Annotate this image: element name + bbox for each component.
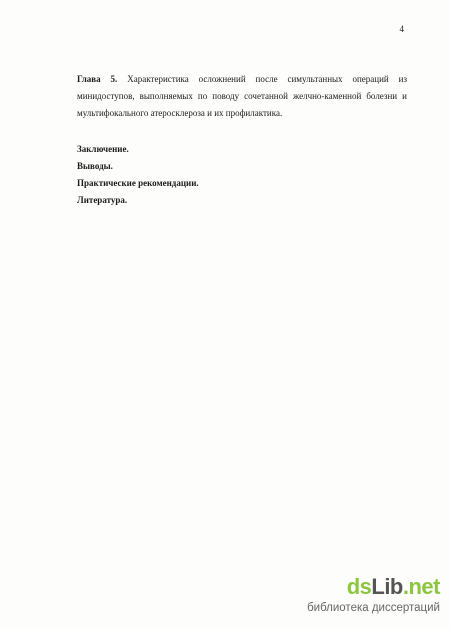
- page-number: 4: [399, 24, 404, 34]
- section-findings: Выводы.: [77, 161, 113, 171]
- chapter-heading: [77, 71, 407, 122]
- watermark-logo-net: .net: [402, 574, 440, 599]
- section-conclusion: Заключение.: [77, 144, 129, 154]
- watermark-logo-lib: Lib: [371, 574, 403, 599]
- section-recommendations: Практические рекомендации.: [77, 178, 199, 188]
- dslib-watermark: [252, 574, 442, 622]
- watermark-logo-ds: ds: [346, 574, 372, 599]
- watermark-tagline: библиотека диссертаций: [307, 602, 440, 614]
- watermark-logo: [347, 574, 440, 600]
- section-literature: Литература.: [77, 195, 128, 205]
- section-list: [77, 141, 199, 209]
- chapter-title: Характеристика осложнений после симультанных операций из минидоступов, выполняемых по поводу сочетанной желчно-каменной болезни и мультифокального атеросклероза и их профилактика.: [77, 74, 408, 118]
- chapter-label: Глава 5.: [77, 74, 118, 84]
